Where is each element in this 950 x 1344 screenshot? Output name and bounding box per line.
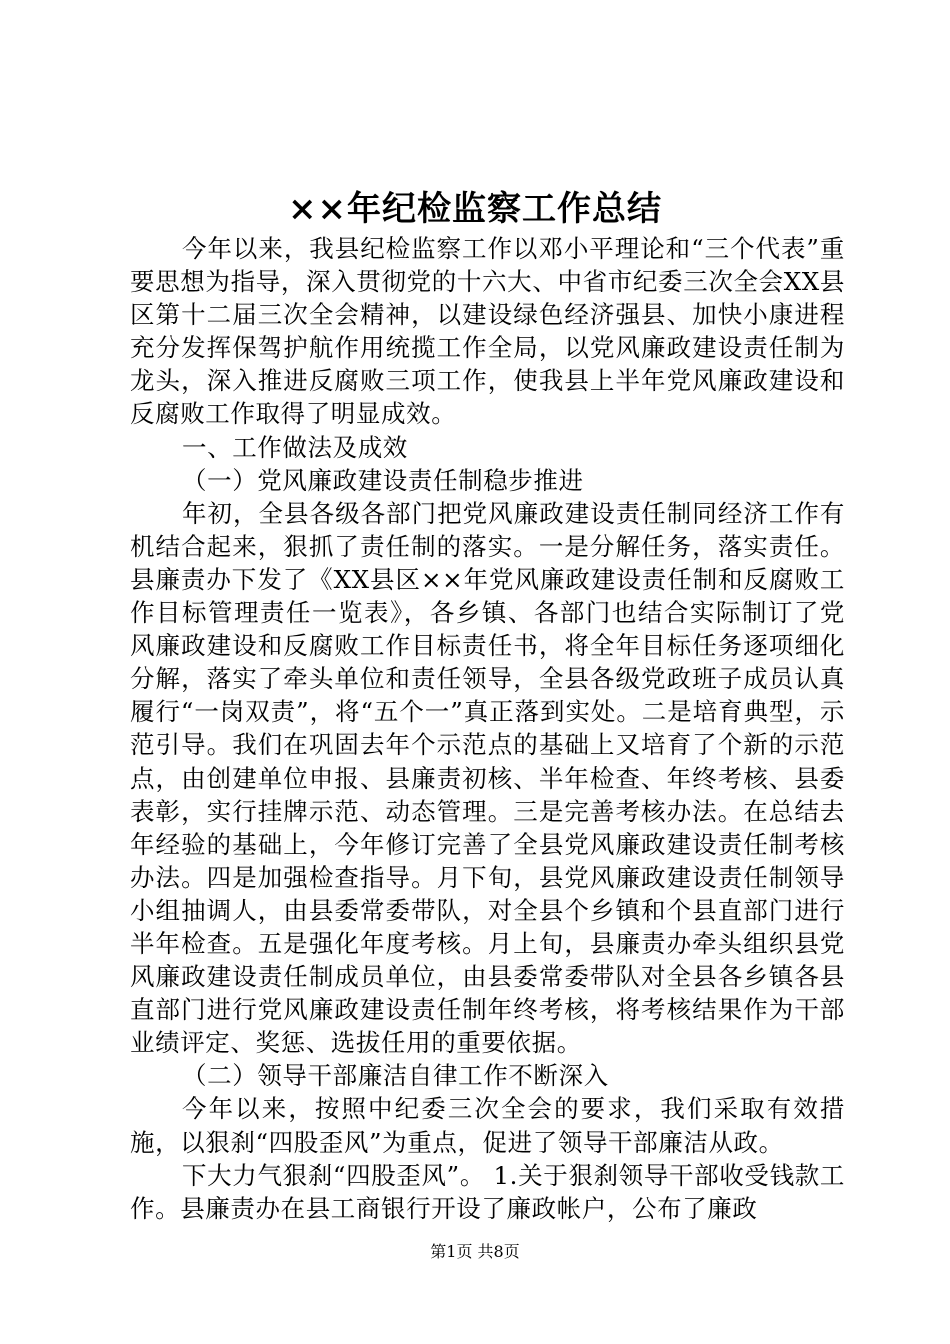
subsection-heading-1: （一）党风廉政建设责任制稳步推进 [182, 465, 584, 495]
document-body [130, 232, 845, 1225]
intro-paragraph: 今年以来，我县纪检监察工作以邓小平理论和“三个代表”重要思想为指导，深入贯彻党的十六大、中省市纪委三次全会XX县区第十二届三次全会精神，以建设绿色经济强县、加快小康进程充分发挥保驾护航作用统揽工作全局，以党风廉政建设责任制为龙头，深入推进反腐败三项工作，使我县上半年党风廉政建设和反腐败工作取得了明显成效。 [130, 234, 845, 429]
document-title: ××年纪检监察工作总结 [288, 189, 662, 229]
section-heading-1: 一、工作做法及成效 [182, 432, 408, 462]
body-paragraph-responsibility: 年初，全县各级各部门把党风廉政建设责任制同经济工作有机结合起来，狠抓了责任制的落实。一是分解任务，落实责任。县廉责办下发了《XX县区××年党风廉政建设责任制和反腐败工作目标管理责任一览表》，各乡镇、各部门也结合实际制订了党风廉政建设和反腐败工作目标责任书，将全年目标任务逐项细化分解，落实了牵头单位和责任领导，全县各级党政班子成员认真履行“一岗双责”，将“五个一”真正落到实处。二是培育典型，示范引导。我们在巩固去年个示范点的基础上又培育了个新的示范点，由创建单位申报、县廉责初核、半年检查、年终考核、县委表彰，实行挂牌示范、动态管理。三是完善考核办法。在总结去年经验的基础上，今年修订完善了全县党风廉政建设责任制考核办法。四是加强检查指导。月下旬，县党风廉政建设责任制领导小组抽调人，由县委常委带队，对全县个乡镇和个县直部门进行半年检查。五是强化年度考核。月上旬，县廉责办牵头组织县党风廉政建设责任制成员单位，由县委常委带队对全县各乡镇各县直部门进行党风廉政建设责任制年终考核，将考核结果作为干部业绩评定、奖惩、选拔任用的重要依据。 [130, 498, 845, 1058]
body-paragraph-self-discipline: 今年以来，按照中纪委三次全会的要求，我们采取有效措施，以狠刹“四股歪风”为重点，促进了领导干部廉洁从政。 [130, 1094, 845, 1157]
subsection-heading-2: （二）领导干部廉洁自律工作不断深入 [182, 1061, 609, 1091]
body-paragraph-four-winds: 下大力气狠刹“四股歪风”。 1.关于狠刹领导干部收受钱款工作。县廉责办在县工商银行开设了廉政帐户，公布了廉政 [130, 1160, 845, 1223]
page-number-footer: 第1页 共8页 [430, 1242, 520, 1261]
